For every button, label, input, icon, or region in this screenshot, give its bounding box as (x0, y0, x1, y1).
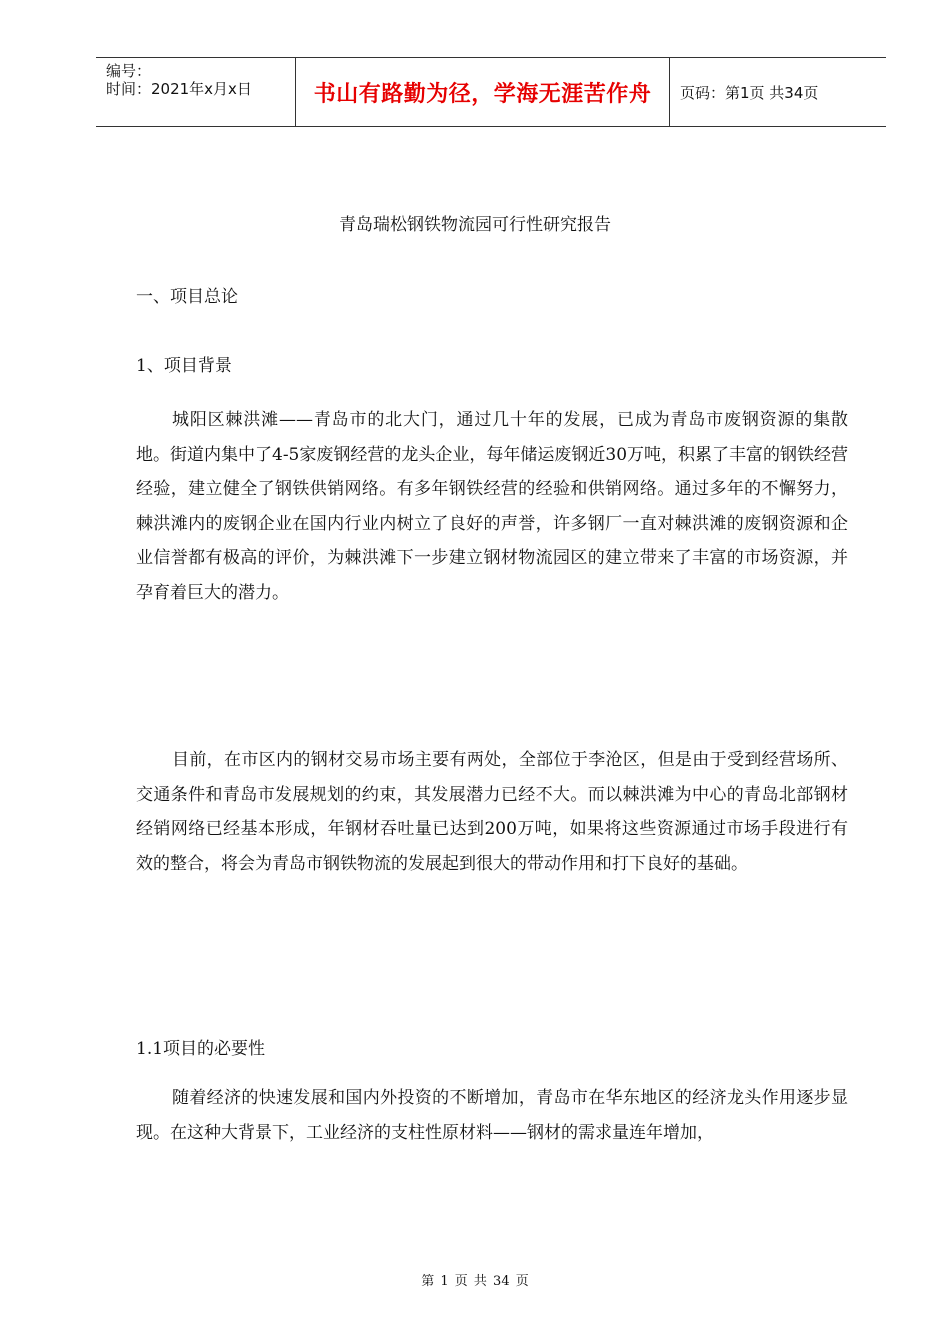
page-footer: 第 1 页 共 34 页 (421, 1274, 529, 1289)
motto-text: 书山有路勤为径，学海无涯苦作舟 (313, 81, 652, 107)
header-meta-cell (96, 58, 296, 126)
paragraph-necessity: 随着经济的快速发展和国内外投资的不断增加，青岛市在华东地区的经济龙头作用逐步显现。在这种大背景下，工业经济的支柱性原材料——钢材的需求量连年增加， (136, 1088, 848, 1143)
header-page-cell (670, 58, 886, 126)
date-text: 时间：2021年x月x日 (106, 80, 252, 98)
subsection-heading-necessity: 1.1项目的必要性 (136, 1039, 266, 1059)
document-title: 青岛瑞松钢铁物流园可行性研究报告 (339, 215, 611, 235)
serial-number-label: 编号： (106, 62, 152, 80)
paragraph-market: 目前，在市区内的钢材交易市场主要有两处，全部位于李沧区，但是由于受到经营场所、交通条件和青岛市发展规划的约束，其发展潜力已经不大。而以棘洪滩为中心的青岛北部钢材经销网络已经基本形成，年钢材吞吐量已达到200万吨，如果将这些资源通过市场手段进行有效的整合，将会为青岛市钢铁物流的发展起到很大的带动作用和打下良好的基础。 (136, 750, 848, 874)
subsection-heading-background: 1、项目背景 (136, 356, 232, 376)
section-heading: 一、项目总论 (136, 287, 238, 307)
header-motto-cell (296, 58, 670, 126)
page-header (96, 57, 886, 127)
page-info: 页码：第1页 共34页 (680, 83, 819, 102)
paragraph-background: 城阳区棘洪滩——青岛市的北大门，通过几十年的发展，已成为青岛市废钢资源的集散地。街道内集中了4-5家废钢经营的龙头企业，每年储运废钢近30万吨，积累了丰富的钢铁经营经验，建立健全了钢铁供销网络。有多年钢铁经营的经验和供销网络。通过多年的不懈努力，棘洪滩内的废钢企业在国内行业内树立了良好的声誉，许多钢厂一直对棘洪滩的废钢资源和企业信誉都有极高的评价，为棘洪滩下一步建立钢材物流园区的建立带来了丰富的市场资源，并孕育着巨大的潜力。 (136, 410, 849, 603)
